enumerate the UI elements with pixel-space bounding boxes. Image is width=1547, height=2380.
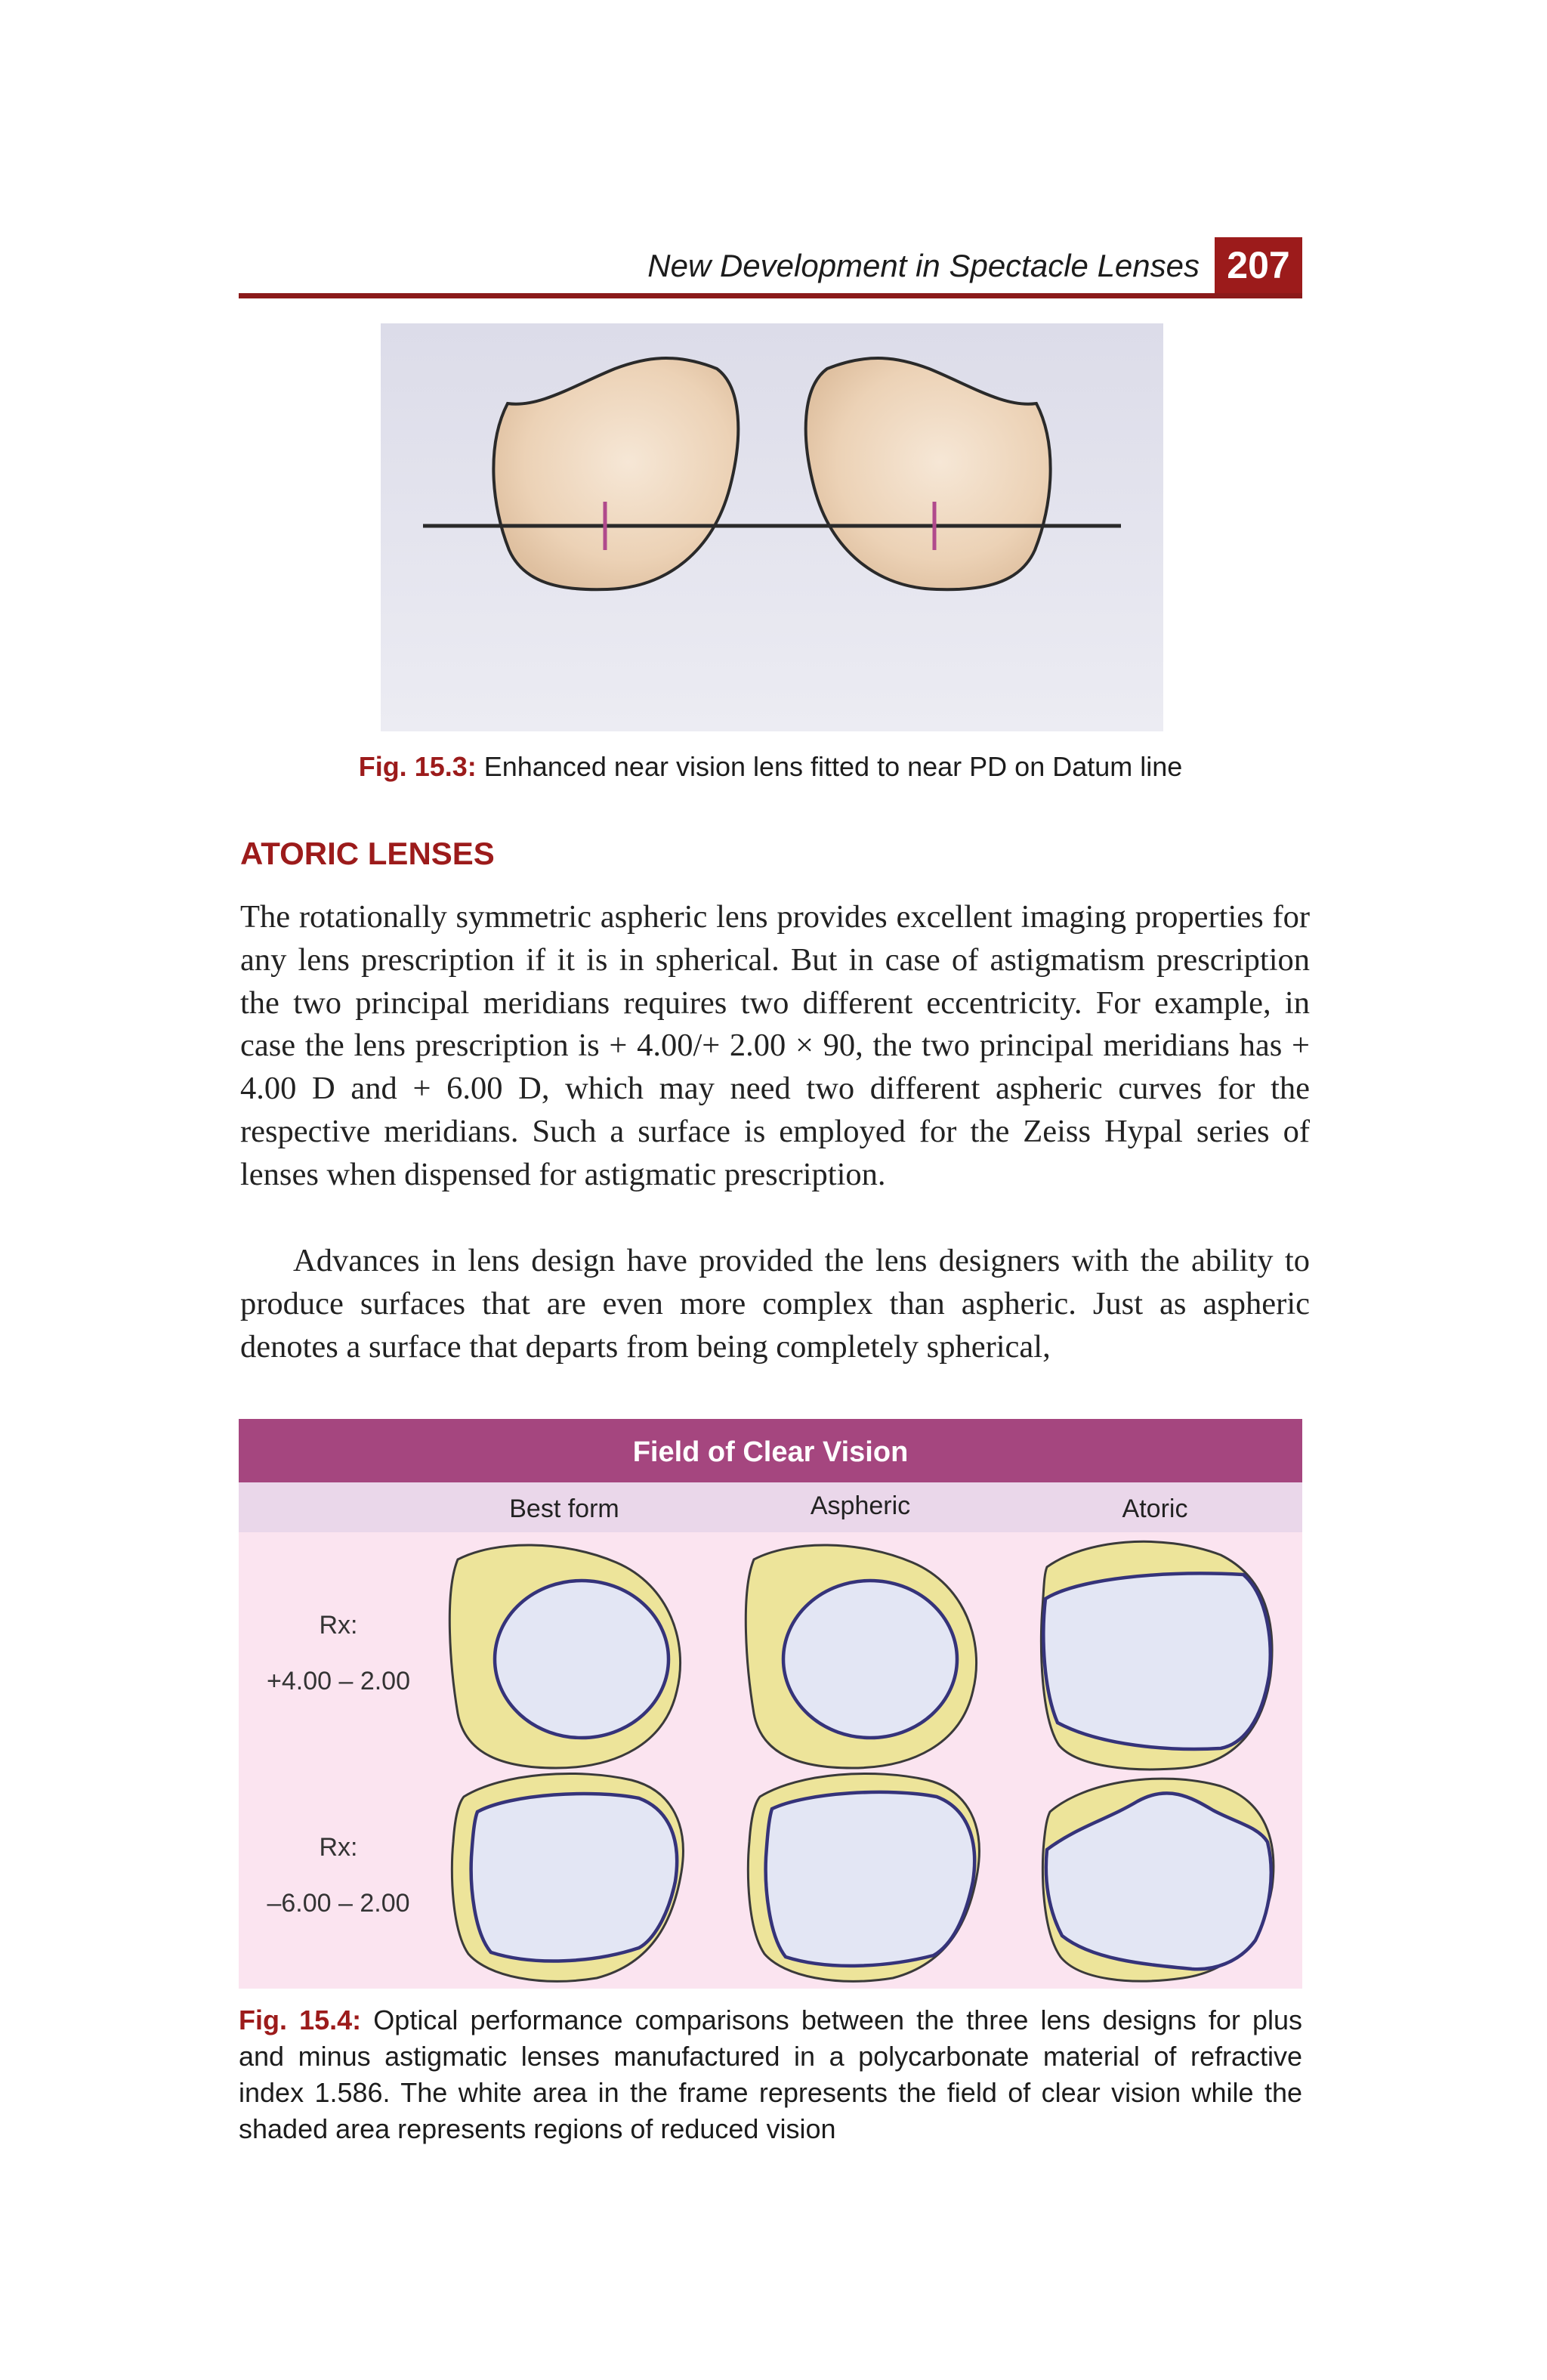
row-1-rx-label: Rx: (319, 1611, 358, 1640)
table-title: Field of Clear Vision (632, 1436, 909, 1468)
lens-best-form-minus-clear-zone (471, 1794, 678, 1961)
figure-15-3-caption-text: Enhanced near vision lens fitted to near PD on Datum line (476, 751, 1183, 782)
running-title: New Development in Spectacle Lenses (647, 248, 1200, 283)
row-1-rx-value: +4.00 – 2.00 (266, 1667, 411, 1695)
column-header-atoric: Atoric (1122, 1494, 1188, 1523)
body-paragraph-1: The rotationally symmetric aspheric lens provides excellent imaging properties for any lens prescription if it is in spherical. But in case of astigmatism prescription the two principal meridians requires two different eccentricity. For example, in case the lens prescription is + 4.00/+ 2.00 × 90, the two principal meridians has + 4.00 D and + 6.00 D, which may need two different aspheric curves for the respective meridians. Such a surface is employed for the Zeiss Hypal series of lenses when dispensed for astigmatic prescription. (240, 899, 1310, 1192)
figure-15-3-label: Fig. 15.3: (358, 751, 477, 782)
page-number: 207 (1215, 237, 1302, 293)
running-head (239, 237, 1302, 298)
lens-atoric-plus-clear-zone (1043, 1573, 1270, 1748)
lens-aspheric-plus-clear-zone (783, 1581, 957, 1738)
figure-15-3-image (381, 323, 1163, 731)
figure-15-4-caption-text: Optical performance comparisons between the three lens designs for plus and minus astigmatic lenses manufactured in a polycarbonate material of refractive index 1.586. The white area in the frame represents the field of clear vision while the shaded area represents regions of reduced vision (239, 2004, 1303, 2144)
row-2-rx-value: –6.00 – 2.00 (267, 1889, 410, 1918)
lens-best-form-plus-clear-zone (495, 1581, 669, 1738)
column-header-best-form: Best form (509, 1494, 619, 1523)
row-2-rx-label: Rx: (319, 1833, 358, 1862)
lens-aspheric-minus-clear-zone (766, 1792, 975, 1966)
figure-15-4-image (239, 1419, 1302, 1989)
figure-15-4-caption (239, 2002, 1302, 2147)
figure-15-4-label: Fig. 15.4: (239, 2004, 362, 2035)
section-heading: ATORIC LENSES (240, 836, 495, 871)
column-header-aspheric: Aspheric (810, 1491, 911, 1520)
figure-15-3-caption (239, 751, 1302, 783)
body-paragraph-2: Advances in lens design have provided the lens designers with the ability to produce surfaces that are even more complex than aspheric. Just as aspheric denotes a surface that departs from being completely spherical, (240, 1243, 1310, 1365)
